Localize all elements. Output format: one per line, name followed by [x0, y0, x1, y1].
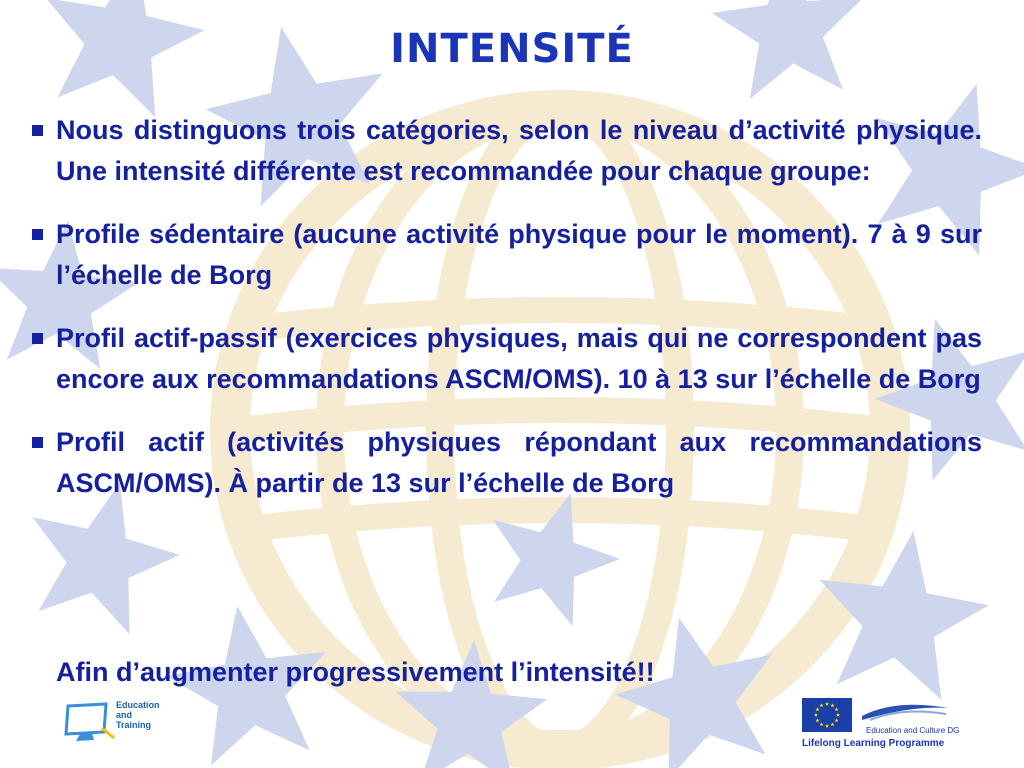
closing-statement: Afin d’augmenter progressivement l’intensité!! — [56, 657, 655, 687]
bullet-square-icon — [32, 333, 43, 344]
slide-title: INTENSITÉ — [390, 26, 634, 72]
bullet-item-active-passive — [30, 318, 982, 400]
eu-star-icon — [836, 713, 840, 717]
eu-star-icon — [825, 724, 829, 728]
eu-star-icon — [834, 718, 838, 722]
bullet-item-categories — [30, 110, 982, 192]
eu-star-icon — [815, 718, 819, 722]
education-training-label: Education and Training — [116, 700, 160, 730]
bullet-text: Profil actif-passif (exercices physiques, mais qui ne correspondent pas encore aux recommandations ASCM/OMS). 10 à 13 sur l’échelle de Borg — [56, 323, 982, 394]
bullet-text: Nous distinguons trois catégories, selon le niveau d’activité physique. Une intensité différente est recommandée pour chaque groupe: — [56, 115, 982, 186]
lifelong-learning-label: Lifelong Learning Programme — [802, 738, 945, 749]
bullet-item-active — [30, 422, 982, 504]
education-culture-dg-label: Education and Culture DG — [866, 726, 960, 735]
eu-star-icon — [814, 713, 818, 717]
bullet-text: Profile sédentaire (aucune activité physique pour le moment). 7 à 9 sur l’échelle de Borg — [56, 219, 982, 290]
eu-star-icon — [834, 707, 838, 711]
eu-star-icon — [819, 703, 823, 707]
ec-swoosh-icon — [860, 698, 950, 724]
eu-programme-logos — [800, 696, 980, 754]
bullet-square-icon — [32, 437, 43, 448]
eu-star-icon — [819, 722, 823, 726]
education-training-logo — [62, 698, 172, 748]
eu-flag-icon — [802, 698, 852, 732]
bullet-text: Profil actif (activités physiques répondant aux recommandations ASCM/OMS). À partir de 13 sur l’échelle de Borg — [56, 427, 982, 498]
bullet-item-sedentary — [30, 214, 982, 296]
bullet-list — [30, 110, 982, 526]
bullet-square-icon — [32, 229, 43, 240]
bullet-square-icon — [32, 125, 43, 136]
eu-star-icon — [815, 707, 819, 711]
eu-star-icon — [830, 703, 834, 707]
computer-icon — [62, 698, 118, 746]
eu-star-icon — [825, 702, 829, 706]
eu-star-icon — [830, 722, 834, 726]
